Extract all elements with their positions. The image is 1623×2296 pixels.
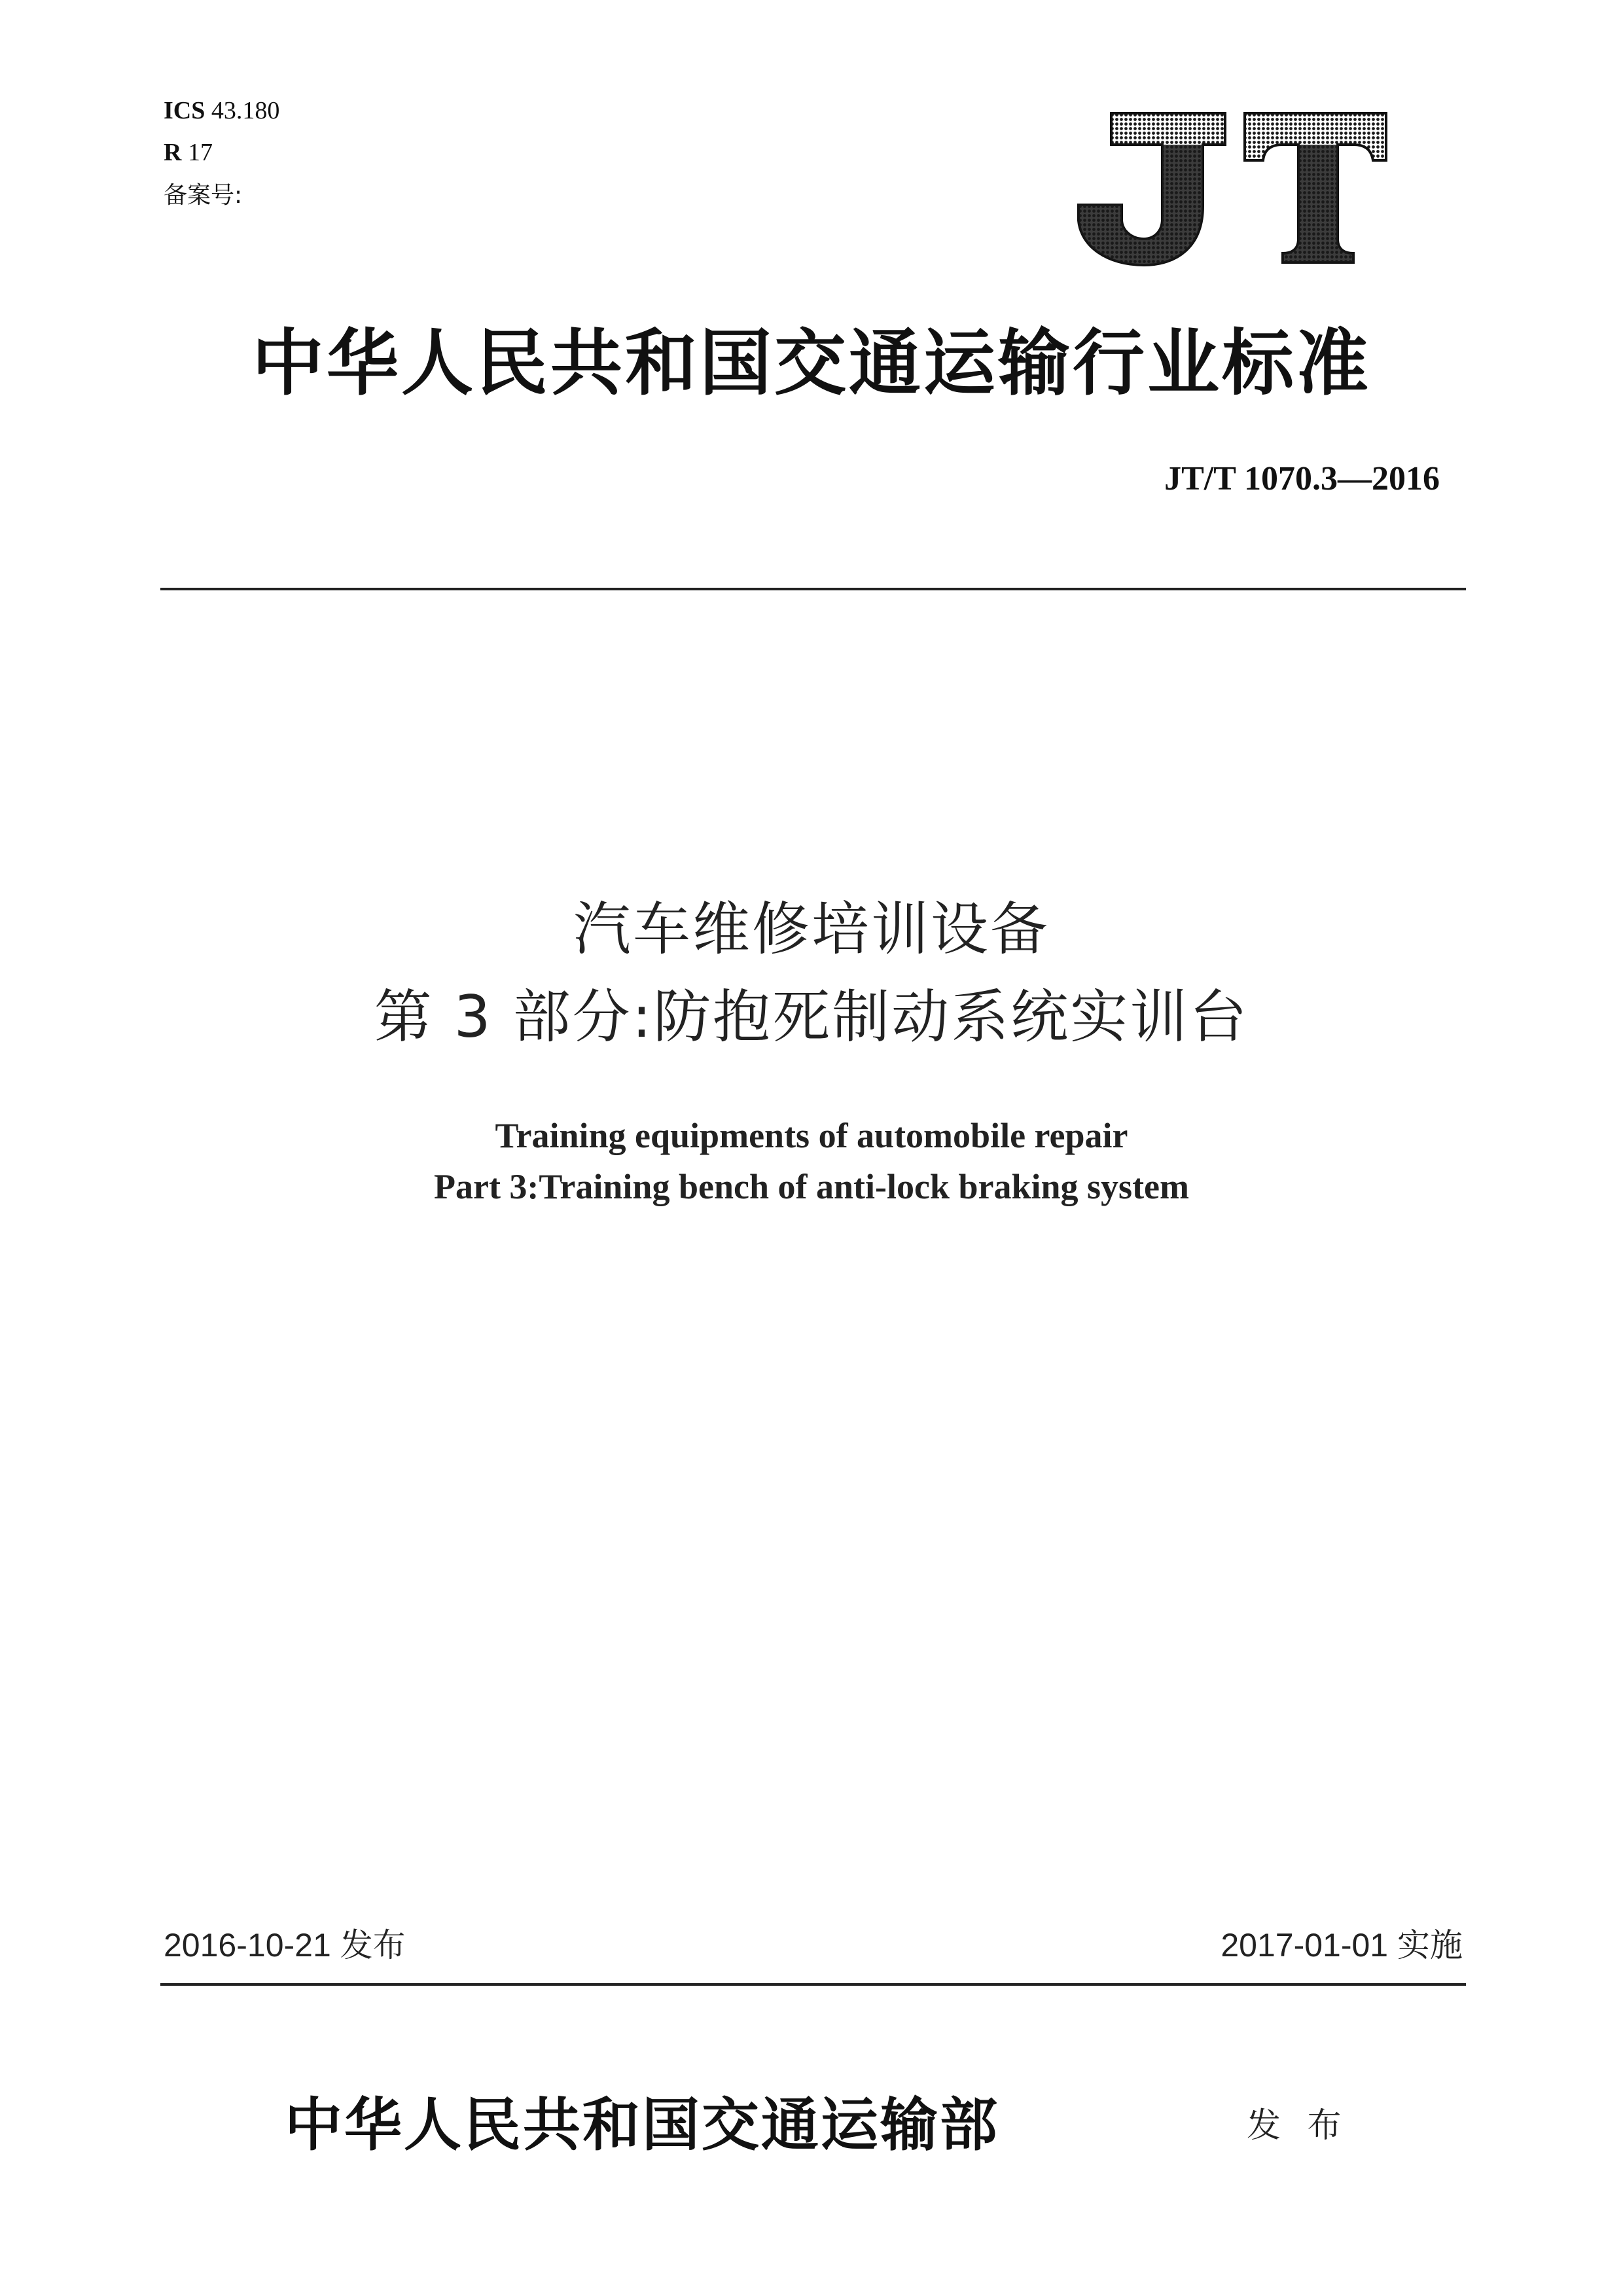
ics-code: 43.180 — [211, 97, 280, 124]
header-divider — [160, 588, 1466, 590]
jt-standard-mark-icon — [1073, 108, 1391, 268]
class-code: 17 — [187, 139, 213, 166]
title-english-part: Part 3:Training bench of anti-lock braking system — [433, 1167, 1189, 1206]
title-chinese-part: 第 3 部分:防抱死制动系统实训台 — [374, 983, 1249, 1050]
standard-type-heading: 中华人民共和国交通运输行业标准 — [252, 321, 1371, 405]
footer-divider — [160, 1983, 1466, 1986]
filing-number: 备案号: — [164, 182, 243, 209]
issue-date: 2016-10-21 发布 — [164, 1927, 406, 1964]
title-chinese-main: 汽车维修培训设备 — [573, 895, 1050, 963]
title-english-main: Training equipments of automobile repair — [495, 1116, 1128, 1155]
ics-classification — [164, 98, 279, 123]
effective-date: 2017-01-01 实施 — [1221, 1927, 1463, 1964]
ccs-classification — [164, 140, 213, 165]
issuing-action: 发 布 — [1247, 2106, 1349, 2145]
ics-label: ICS — [164, 97, 205, 124]
issuing-authority: 中华人民共和国交通运输部 — [285, 2090, 1000, 2159]
class-label: R — [164, 139, 182, 166]
standard-number: JT/T 1070.3—2016 — [1164, 460, 1440, 497]
